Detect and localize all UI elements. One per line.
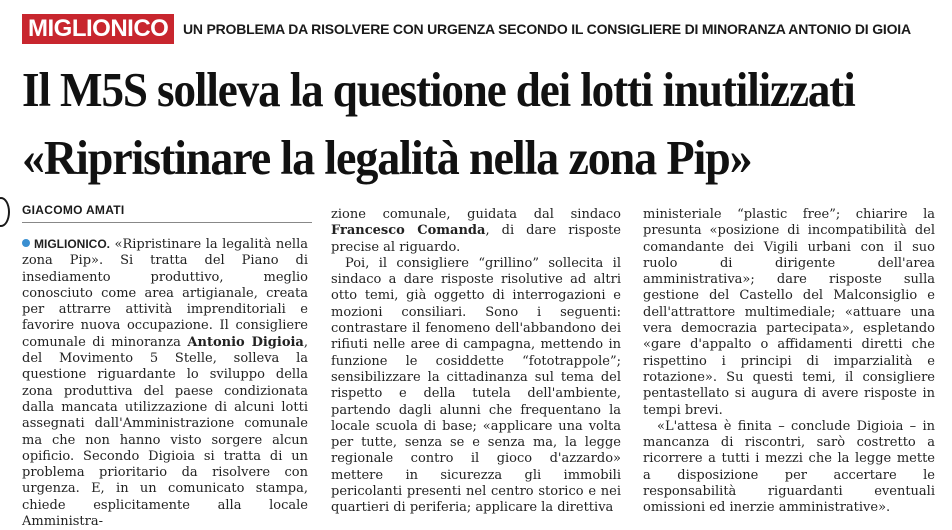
paragraph: «L'attesa è finita – conclude Digioia – in mancanza di riscontri, sarò costretto a ricorrere a tutti i mezzi che la legge mette a disposizione per accertare le responsabilità riguardanti eventuali omissioni ed inerzie amministrative». (643, 418, 935, 516)
article-column-2 (331, 207, 621, 517)
article-column-3 (643, 207, 935, 517)
headline-line-2: «Ripristinare la legalità nella zona Pip» (22, 130, 752, 185)
paragraph (22, 236, 308, 530)
section-tag: MIGLIONICO (22, 14, 174, 44)
article-column-1 (22, 236, 308, 530)
paragraph (331, 207, 621, 256)
kicker-row (0, 14, 952, 44)
text-run: «Ripristinare la legalità nella zona Pip». Si tratta del Piano di insediamento produttivo, meglio conosciuto come area artigianale, creata per attrarre attività imprenditoriali e favorire nuova occupazione. Il consigliere comunale di minoranza (22, 237, 308, 350)
kicker-text: UN PROBLEMA DA RISOLVERE CON URGENZA SECONDO IL CONSIGLIERE DI MINORANZA ANTONIO DI GIOIA (183, 21, 911, 37)
byline-divider (22, 222, 312, 223)
person-name: Francesco Comanda (331, 223, 486, 239)
bullet-dot-icon (22, 239, 30, 247)
paragraph: ministeriale “plastic free”; chiarire la presunta «posizione di incompatibilità del comandante dei Vigili urbani con il suo ruolo di dirigente dell'area amministrativa»; dare risposte sulla gestione del Castello del Malconsiglio e dell'attrattore multimediale; «attuare una vera democrazia partecipata», espletando «gare d'appalto o affidamenti diretti che rispettino i principi di imparzialità e rotazione». Su questi temi, il consigliere pentastellato si augura di avere risposte in tempi brevi. (643, 207, 935, 418)
text-run: , di dare risposte precise al riguardo. (331, 223, 621, 255)
text-run: , del Movimento 5 Stelle, solleva la questione riguardante lo sviluppo della zona produttiva del paese condizionata dalla mancata utilizzazione di alcuni lotti assegnati dall'Amministrazione comunale ma che non hanno visto sorgere alcun opificio. Secondo Digioia si tratta di un problema prioritario da risolvere con urgenza. E, in un comunicato stampa, chiede esplicitamente alla locale Amministra- (22, 334, 308, 530)
dateline: MIGLIONICO. (34, 237, 110, 251)
person-name: Antonio Digioia (187, 334, 304, 350)
paragraph: Poi, il consigliere “grillino” sollecita il sindaco a dare risposte risolutive ad altri otto temi, già oggetto di interrogazioni e mozioni consiliari. Sono i seguenti: contrastare il fenomeno dell'abbandono dei rifiuti nelle aree di campagna, mettendo in funzione le cosiddette “fototrappole”; sensibilizzare la cittadinanza sul tema del rispetto e della tutela dell'ambiente, partendo dagli alunni che frequentano la locale scuola di base; «applicare una volta per tutte, senza se e senza ma, la legge regionale contro il gioco d'azzardo» mettere in sicurezza gli immobili pericolanti presenti nel centro storico e nei quartieri di periferia; applicare la direttiva (331, 255, 621, 516)
headline-line-1: Il M5S solleva la questione dei lotti inutilizzati (22, 62, 855, 117)
byline: GIACOMO AMATI (22, 203, 125, 217)
decorative-bracket (0, 197, 10, 227)
text-run: zione comunale, guidata dal sindaco (331, 207, 621, 222)
